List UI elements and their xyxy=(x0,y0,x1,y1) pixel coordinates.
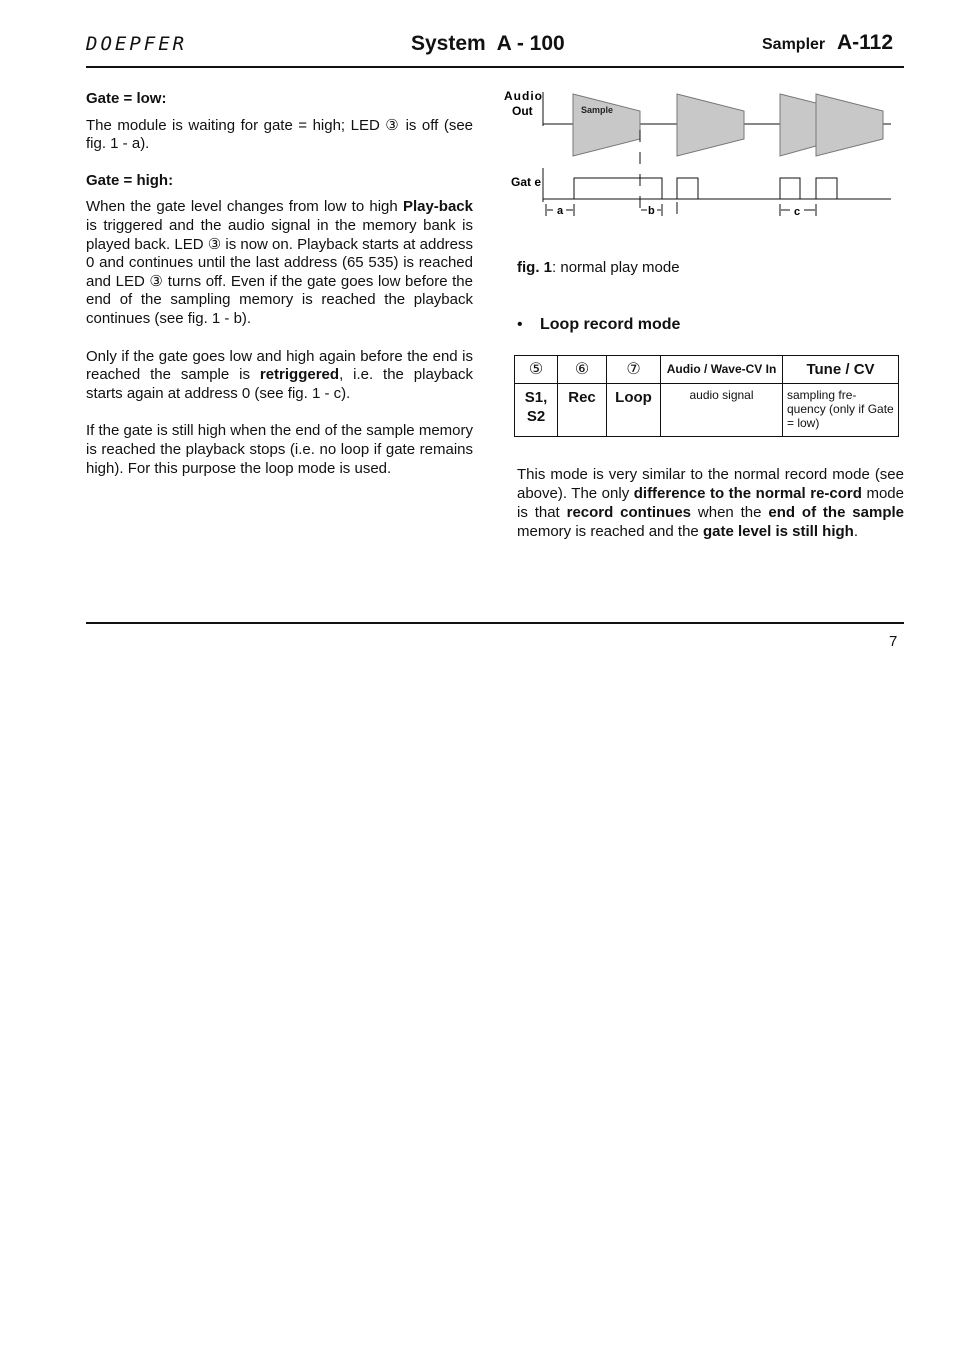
gate-high-paragraph xyxy=(86,198,473,328)
gate-high-text-cont: is triggered and the audio signal in the memory bank is played back. LED ③ is now on. Playback starts at address 0 and continues until the last address (65 535) is reached and LED ③ turns off. Even if the gate goes low before the end of the sampling memory is reached the playback continues (see fig. 1 - b). xyxy=(86,216,473,327)
loop-record-heading xyxy=(517,316,680,334)
module-label: Sampler xyxy=(762,36,826,53)
table-cell: sampling fre-quency (only if Gate = low) xyxy=(783,384,899,437)
marker-b-label: b xyxy=(648,205,655,217)
audio-out-label-1: Audio xyxy=(504,89,543,103)
playback-bold: Play-back xyxy=(402,198,473,216)
desc-bold: record continues xyxy=(566,504,692,521)
retrigger-paragraph xyxy=(86,348,473,404)
bullet-dot: • xyxy=(517,316,523,333)
figure-caption-text: : normal play mode xyxy=(552,259,680,276)
module-id: A-112 xyxy=(837,31,894,54)
retrigger-text-cont: , i.e. the playback starts again at address 0 (see fig. 1 - c). xyxy=(86,366,473,402)
sample-shape-c1 xyxy=(780,94,816,156)
table-header-row xyxy=(515,356,899,384)
desc-bold: end of the sample xyxy=(768,504,905,521)
footer-rule xyxy=(86,622,904,624)
gate-low-text: The module is waiting for gate = high; LED ③ is off (see fig. 1 - a). xyxy=(86,116,473,153)
desc-text: memory is reached and the xyxy=(517,523,703,540)
sample-shape-a xyxy=(573,94,640,156)
figure-caption-bold: fig. 1 xyxy=(517,259,553,276)
table-header-cell: Tune / CV xyxy=(783,356,899,384)
sample-shape-c2 xyxy=(816,94,883,156)
controls-table xyxy=(514,355,899,437)
table-cell: S1, S2 xyxy=(515,384,558,437)
desc-bold: gate level is still high xyxy=(702,523,854,540)
table-cell: Rec xyxy=(558,384,607,437)
marker-a-label: a xyxy=(557,205,564,217)
table-header-cell: ⑦ xyxy=(607,356,661,384)
gate-pulse-b xyxy=(677,178,698,199)
loop-record-heading-text: Loop record mode xyxy=(540,316,681,333)
gate-high-heading: Gate = high: xyxy=(86,171,174,189)
desc-bold: difference to the normal re-cord xyxy=(633,485,862,502)
desc-text: mode is that xyxy=(517,485,904,521)
gate-high-text: When the gate level changes from low to high xyxy=(86,198,403,216)
left-column xyxy=(86,90,473,478)
play-mode-diagram xyxy=(500,84,900,224)
table-header-cell: Audio / Wave-CV In xyxy=(661,356,783,384)
page-number: 7 xyxy=(889,633,898,650)
document-title: System A - 100 xyxy=(411,32,565,55)
table-cell: audio signal xyxy=(661,384,783,437)
sample-shape-b xyxy=(677,94,744,156)
table-header-cell: ⑥ xyxy=(558,356,607,384)
header-rule xyxy=(86,66,904,68)
table-row xyxy=(515,384,899,437)
table-cell: Loop xyxy=(607,384,661,437)
table-header-cell: ⑤ xyxy=(515,356,558,384)
retriggered-bold: retriggered xyxy=(259,366,340,384)
sample-label: Sample xyxy=(581,105,614,115)
doepfer-logo: DOEPFER xyxy=(86,33,188,55)
gate-pulse-c2 xyxy=(816,178,837,199)
gate-pulse-a xyxy=(574,178,662,199)
stop-paragraph: If the gate is still high when the end of the sample memory is reached the playback stops (i.e. no loop if gate remains high). For this purpose the loop mode is used. xyxy=(86,422,473,477)
retrigger-text: Only if the gate goes low and high again before the end is reached the sample is xyxy=(86,347,473,384)
audio-out-label-2: Out xyxy=(512,104,533,118)
desc-text: This mode is very similar to the normal record mode (see above). The only xyxy=(517,466,904,502)
gate-pulse-c1 xyxy=(780,178,800,199)
desc-text: . xyxy=(853,523,858,540)
desc-text: when the xyxy=(691,504,769,521)
figure-caption xyxy=(517,259,680,276)
gate-label: Gat e xyxy=(511,175,542,189)
loop-mode-description xyxy=(517,465,904,541)
gate-low-heading: Gate = low: xyxy=(86,90,167,107)
marker-c-label: c xyxy=(794,206,801,218)
